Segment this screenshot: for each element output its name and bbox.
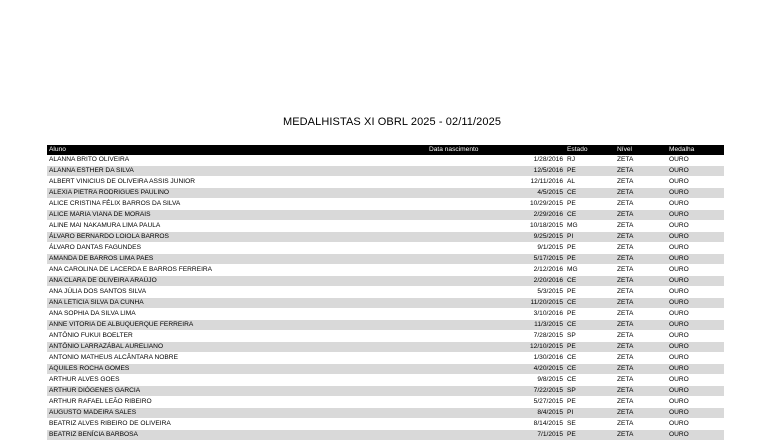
table-row: [47, 320, 724, 331]
cell-nivel: ZETA: [615, 430, 667, 441]
cell-aluno: AQUILES ROCHA GOMES: [47, 364, 427, 375]
cell-estado: CE: [565, 210, 615, 221]
table-row: [47, 276, 724, 287]
cell-medalha: OURO: [667, 408, 724, 419]
cell-data-nascimento: 11/3/2015: [427, 320, 565, 331]
cell-estado: RJ: [565, 155, 615, 166]
cell-data-nascimento: 5/27/2015: [427, 397, 565, 408]
cell-nivel: ZETA: [615, 386, 667, 397]
cell-nivel: ZETA: [615, 408, 667, 419]
cell-medalha: OURO: [667, 386, 724, 397]
cell-aluno: ANA LETICIA SILVA DA CUNHA: [47, 298, 427, 309]
cell-medalha: OURO: [667, 375, 724, 386]
table-row: [47, 375, 724, 386]
cell-estado: SP: [565, 331, 615, 342]
cell-aluno: ALICE MARIA VIANA DE MORAIS: [47, 210, 427, 221]
cell-aluno: BEATRIZ BENÍCIA BARBOSA: [47, 430, 427, 441]
cell-nivel: ZETA: [615, 177, 667, 188]
table-row: [47, 265, 724, 276]
cell-estado: CE: [565, 375, 615, 386]
cell-aluno: ALINE MAI NAKAMURA LIMA PAULA: [47, 221, 427, 232]
table-row: [47, 386, 724, 397]
table-row: [47, 232, 724, 243]
cell-nivel: ZETA: [615, 188, 667, 199]
cell-aluno: ÁLVARO BERNARDO LOIOLA BARROS: [47, 232, 427, 243]
cell-data-nascimento: 11/20/2015: [427, 298, 565, 309]
cell-aluno: ARTHUR DIÓGENES GARCIA: [47, 386, 427, 397]
cell-medalha: OURO: [667, 419, 724, 430]
table-row: [47, 397, 724, 408]
cell-nivel: ZETA: [615, 287, 667, 298]
cell-aluno: ALANNA ESTHER DA SILVA: [47, 166, 427, 177]
cell-nivel: ZETA: [615, 375, 667, 386]
cell-estado: MG: [565, 265, 615, 276]
table-row: [47, 430, 724, 441]
table-row: [47, 199, 724, 210]
cell-estado: PE: [565, 166, 615, 177]
cell-nivel: ZETA: [615, 265, 667, 276]
cell-medalha: OURO: [667, 177, 724, 188]
medalists-table: [47, 145, 724, 441]
cell-aluno: ALANNA BRITO OLIVEIRA: [47, 155, 427, 166]
table-row: [47, 298, 724, 309]
cell-estado: PE: [565, 254, 615, 265]
table-row: [47, 254, 724, 265]
column-header-nivel: Nível: [615, 145, 667, 155]
cell-estado: CE: [565, 353, 615, 364]
cell-data-nascimento: 7/22/2015: [427, 386, 565, 397]
cell-estado: CE: [565, 188, 615, 199]
cell-nivel: ZETA: [615, 221, 667, 232]
cell-nivel: ZETA: [615, 166, 667, 177]
cell-aluno: AMANDA DE BARROS LIMA PAES: [47, 254, 427, 265]
cell-data-nascimento: 3/10/2016: [427, 309, 565, 320]
cell-aluno: ANA CAROLINA DE LACERDA E BARROS FERREIRA: [47, 265, 427, 276]
cell-aluno: ANTÔNIO FUKUI BOELTER: [47, 331, 427, 342]
page-title: MEDALHISTAS XI OBRL 2025 - 02/11/2025: [282, 116, 502, 128]
table-row: [47, 309, 724, 320]
table-body: [47, 155, 724, 441]
column-header-data-nascimento: Data nascimento: [427, 145, 565, 155]
table-row: [47, 243, 724, 254]
cell-estado: PI: [565, 232, 615, 243]
cell-medalha: OURO: [667, 287, 724, 298]
cell-medalha: OURO: [667, 221, 724, 232]
cell-medalha: OURO: [667, 155, 724, 166]
cell-estado: PE: [565, 287, 615, 298]
cell-nivel: ZETA: [615, 331, 667, 342]
cell-data-nascimento: 10/18/2015: [427, 221, 565, 232]
cell-nivel: ZETA: [615, 243, 667, 254]
cell-estado: MG: [565, 221, 615, 232]
table-row: [47, 419, 724, 430]
table-row: [47, 287, 724, 298]
cell-nivel: ZETA: [615, 397, 667, 408]
cell-data-nascimento: 5/17/2015: [427, 254, 565, 265]
cell-estado: PE: [565, 342, 615, 353]
cell-aluno: BEATRIZ ALVES RIBEIRO DE OLIVEIRA: [47, 419, 427, 430]
cell-estado: SP: [565, 386, 615, 397]
cell-nivel: ZETA: [615, 342, 667, 353]
cell-aluno: ANA CLARA DE OLIVEIRA ARAÚJO: [47, 276, 427, 287]
cell-nivel: ZETA: [615, 199, 667, 210]
cell-estado: PE: [565, 199, 615, 210]
cell-data-nascimento: 7/1/2015: [427, 430, 565, 441]
cell-data-nascimento: 9/25/2015: [427, 232, 565, 243]
cell-medalha: OURO: [667, 265, 724, 276]
cell-estado: SE: [565, 419, 615, 430]
cell-medalha: OURO: [667, 430, 724, 441]
table-row: [47, 331, 724, 342]
cell-aluno: ANA JÚLIA DOS SANTOS SILVA: [47, 287, 427, 298]
cell-medalha: OURO: [667, 232, 724, 243]
cell-data-nascimento: 1/28/2016: [427, 155, 565, 166]
cell-aluno: ANTÔNIO LARRAZÁBAL AURELIANO: [47, 342, 427, 353]
cell-nivel: ZETA: [615, 419, 667, 430]
cell-estado: CE: [565, 298, 615, 309]
cell-aluno: ARTHUR RAFAEL LEÃO RIBEIRO: [47, 397, 427, 408]
cell-estado: PE: [565, 309, 615, 320]
cell-estado: CE: [565, 276, 615, 287]
cell-nivel: ZETA: [615, 320, 667, 331]
cell-medalha: OURO: [667, 166, 724, 177]
cell-aluno: AUGUSTO MADEIRA SALES: [47, 408, 427, 419]
cell-medalha: OURO: [667, 397, 724, 408]
cell-data-nascimento: 2/29/2016: [427, 210, 565, 221]
cell-data-nascimento: 2/12/2016: [427, 265, 565, 276]
table-row: [47, 155, 724, 166]
cell-data-nascimento: 8/14/2015: [427, 419, 565, 430]
table-row: [47, 188, 724, 199]
cell-estado: PE: [565, 397, 615, 408]
cell-nivel: ZETA: [615, 155, 667, 166]
column-header-medalha: Medalha: [667, 145, 724, 155]
cell-nivel: ZETA: [615, 232, 667, 243]
cell-aluno: ANTONIO MATHEUS ALCÂNTARA NOBRE: [47, 353, 427, 364]
cell-estado: AL: [565, 177, 615, 188]
cell-aluno: ALEXIA PIETRA RODRIGUES PAULINO: [47, 188, 427, 199]
column-header-estado: Estado: [565, 145, 615, 155]
cell-medalha: OURO: [667, 298, 724, 309]
cell-data-nascimento: 10/29/2015: [427, 199, 565, 210]
table-row: [47, 342, 724, 353]
cell-medalha: OURO: [667, 320, 724, 331]
cell-medalha: OURO: [667, 331, 724, 342]
cell-nivel: ZETA: [615, 254, 667, 265]
cell-medalha: OURO: [667, 243, 724, 254]
cell-data-nascimento: 1/30/2016: [427, 353, 565, 364]
cell-medalha: OURO: [667, 353, 724, 364]
cell-aluno: ANNE VITORIA DE ALBUQUERQUE FERREIRA: [47, 320, 427, 331]
cell-data-nascimento: 12/11/2016: [427, 177, 565, 188]
cell-data-nascimento: 12/5/2016: [427, 166, 565, 177]
cell-estado: CE: [565, 364, 615, 375]
cell-aluno: ALICE CRISTINA FÉLIX BARROS DA SILVA: [47, 199, 427, 210]
table-row: [47, 408, 724, 419]
cell-nivel: ZETA: [615, 276, 667, 287]
cell-medalha: OURO: [667, 210, 724, 221]
cell-data-nascimento: 2/20/2016: [427, 276, 565, 287]
cell-medalha: OURO: [667, 309, 724, 320]
table-row: [47, 177, 724, 188]
cell-data-nascimento: 7/28/2015: [427, 331, 565, 342]
cell-aluno: ANA SOPHIA DA SILVA LIMA: [47, 309, 427, 320]
cell-data-nascimento: 4/20/2015: [427, 364, 565, 375]
cell-estado: PE: [565, 243, 615, 254]
cell-medalha: OURO: [667, 364, 724, 375]
cell-data-nascimento: 8/4/2015: [427, 408, 565, 419]
table-row: [47, 353, 724, 364]
cell-nivel: ZETA: [615, 364, 667, 375]
table-row: [47, 364, 724, 375]
table-row: [47, 166, 724, 177]
cell-nivel: ZETA: [615, 309, 667, 320]
cell-data-nascimento: 9/8/2015: [427, 375, 565, 386]
cell-nivel: ZETA: [615, 298, 667, 309]
cell-estado: CE: [565, 320, 615, 331]
cell-data-nascimento: 9/1/2015: [427, 243, 565, 254]
cell-medalha: OURO: [667, 276, 724, 287]
cell-aluno: ALBERT VINICIUS DE OLIVEIRA ASSIS JUNIOR: [47, 177, 427, 188]
table-row: [47, 221, 724, 232]
cell-medalha: OURO: [667, 188, 724, 199]
cell-data-nascimento: 4/5/2015: [427, 188, 565, 199]
table-row: [47, 210, 724, 221]
cell-nivel: ZETA: [615, 353, 667, 364]
cell-estado: PE: [565, 430, 615, 441]
cell-data-nascimento: 12/10/2015: [427, 342, 565, 353]
column-header-aluno: Aluno: [47, 145, 427, 155]
cell-nivel: ZETA: [615, 210, 667, 221]
cell-data-nascimento: 5/3/2015: [427, 287, 565, 298]
table-header-row: [47, 145, 724, 155]
cell-medalha: OURO: [667, 199, 724, 210]
cell-estado: PI: [565, 408, 615, 419]
cell-aluno: ARTHUR ALVES GOES: [47, 375, 427, 386]
cell-medalha: OURO: [667, 254, 724, 265]
cell-medalha: OURO: [667, 342, 724, 353]
cell-aluno: ÁLVARO DANTAS FAGUNDES: [47, 243, 427, 254]
